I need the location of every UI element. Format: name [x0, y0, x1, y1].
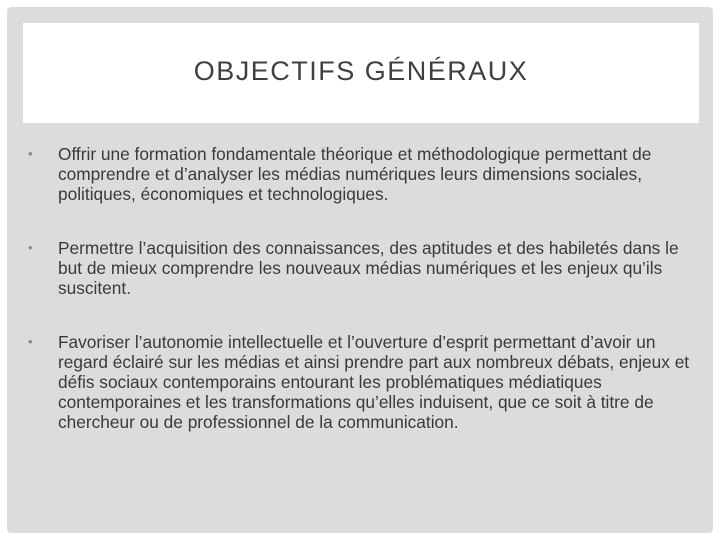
bullet-text: Favoriser l’autonomie intellectuelle et l’ouverture d’esprit permettant d’avoir un regard éclairé sur les médias et ainsi prendre part aux nombreux débats, enjeux et défis sociaux contemporains entourant les problématiques médiatiques contemporaines et les transformations qu’elles induisent, que ce soit à titre de chercheur ou de professionnel de la communication.: [58, 332, 690, 432]
bullet-item-2: [28, 238, 704, 298]
bullet-text: Permettre l’acquisition des connaissances, des aptitudes et des habiletés dans le but de mieux comprendre les nouveaux médias numériques et les enjeux qu’ils suscitent.: [58, 238, 679, 298]
bullet-icon: •: [28, 240, 33, 255]
bullet-list: [28, 144, 704, 432]
bullet-item-1: [28, 144, 704, 204]
slide-title: OBJECTIFS GÉNÉRAUX: [193, 55, 529, 86]
bullet-text: Offrir une formation fondamentale théorique et méthodologique permettant de comprendre et d’analyser les médias numériques leurs dimensions sociales, politiques, économiques et technologiques.: [58, 144, 652, 204]
bullet-icon: •: [28, 334, 33, 349]
bullet-item-3: [28, 332, 704, 432]
title-box: [23, 23, 699, 123]
bullet-icon: •: [28, 146, 33, 161]
